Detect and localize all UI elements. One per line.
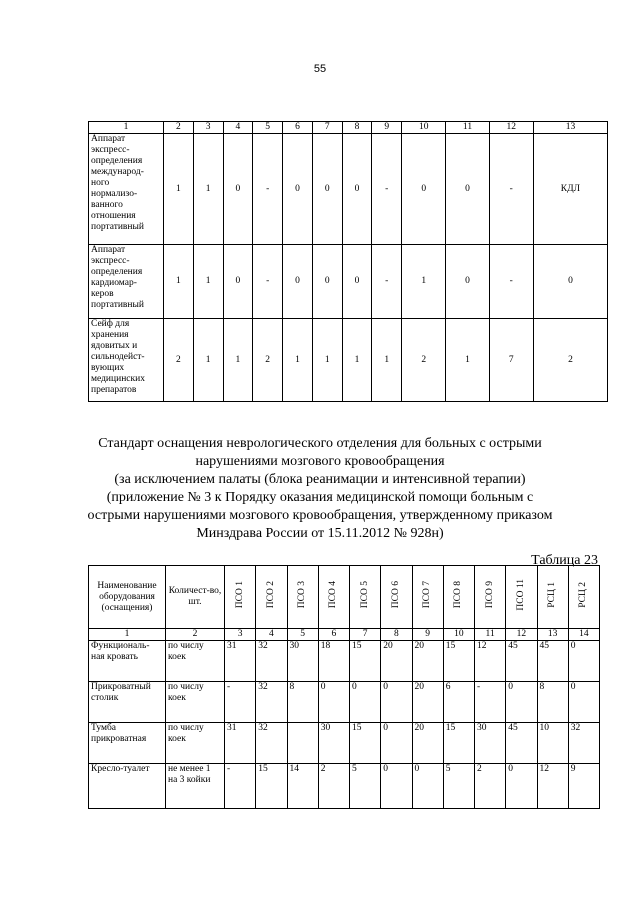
table-row: Аппарат экспресс- определения международ- ного нормализо- ванного отношения портативный 1 1 0 - 0 0 0 - 0 0 - КДЛ [89, 134, 608, 245]
column-number-row: 1 2 3 4 5 6 7 8 9 10 11 12 13 14 [89, 629, 600, 641]
section-heading: Стандарт оснащения неврологического отделения для больных с острыми нарушениями мозгового кровообращения (за исключением палаты (блока реанимации и интенсивной терапии) (приложение № 3 к Порядку оказания медицинской помощи больным с острыми нарушениями мозгового кровообращения, утвержденному приказом Минздрава России от 15.11.2012 № 928н) [87, 436, 553, 541]
table-row: Сейф для хранения ядовитых и сильнодейст- вующих медицинских препаратов 2 1 1 2 1 1 1 1 2 1 7 2 [89, 319, 608, 402]
equipment-standard-table [88, 565, 600, 809]
table-header-row: Наименование оборудования (оснащения) Количест-во, шт. ПСО 1 ПСО 2 ПСО 3 ПСО 4 ПСО 5 ПСО 6 ПСО 7 ПСО 8 ПСО 9 ПСО 11 РСЦ 1 РСЦ 2 [89, 566, 600, 629]
table-row: Аппарат экспресс- определения кардиомар- керов портативный 1 1 0 - 0 0 0 - 1 0 - 0 [89, 245, 608, 319]
row-name: Аппарат экспресс- определения международ- ного нормализо- ванного отношения портативный [89, 134, 164, 245]
equipment-table-continued [88, 121, 608, 402]
table-row: Прикроватный столик по числу коек - 32 8 0 0 0 20 6 - 0 8 0 [89, 682, 600, 723]
page-number: 55 [313, 63, 327, 75]
table-header-row: 1 2 3 4 5 6 7 8 9 10 11 12 13 [89, 122, 608, 134]
table-row: Кресло-туалет не менее 1 на 3 койки - 15 14 2 5 0 0 5 2 0 12 9 [89, 764, 600, 809]
row-name: Сейф для хранения ядовитых и сильнодейст- вующих медицинских препаратов [89, 319, 164, 402]
row-name: Аппарат экспресс- определения кардиомар- керов портативный [89, 245, 164, 319]
table-label: Таблица 23 [531, 553, 598, 568]
table-row: Тумба прикроватная по числу коек 31 32 30 15 0 20 15 30 45 10 32 [89, 723, 600, 764]
table-row: Функциональ-ная кровать по числу коек 31 32 30 18 15 20 20 15 12 45 45 0 [89, 641, 600, 682]
